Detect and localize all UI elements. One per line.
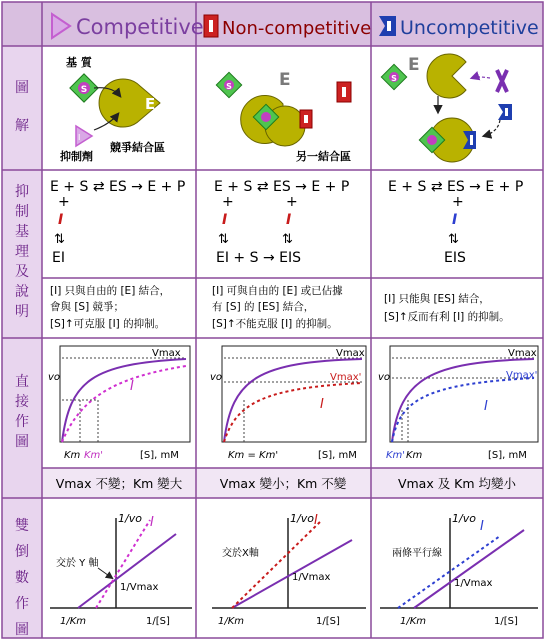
svg-text:+: +: [222, 194, 234, 210]
svg-text:E: E: [408, 55, 420, 75]
svg-text:I: I: [480, 519, 484, 534]
svg-text:EIS: EIS: [444, 250, 466, 266]
svg-text:1/vo: 1/vo: [290, 512, 314, 525]
svg-text:+: +: [452, 194, 464, 210]
svg-text:⇅: ⇅: [282, 232, 293, 247]
svg-text:I: I: [484, 399, 488, 414]
row-label-mechanism: 抑制基理及說明: [15, 184, 29, 320]
svg-text:S: S: [226, 82, 232, 91]
summary-row: [56, 476, 517, 491]
svg-text:有 [S] 的 [ES] 結合，: 有 [S] 的 [ES] 結合，: [212, 301, 315, 313]
svg-text:1/[S]: 1/[S]: [316, 616, 340, 627]
row-label-direct-plot: 直接作圖: [15, 374, 29, 450]
svg-text:1/vo: 1/vo: [452, 512, 476, 525]
site-label: 競爭結合區: [110, 141, 165, 154]
svg-text:I: I: [452, 212, 458, 228]
svg-text:[I] 可與自由的 [E] 或已佔據: [I] 可與自由的 [E] 或已佔據: [212, 285, 343, 297]
svg-text:I: I: [78, 133, 81, 142]
svg-text:1/Km: 1/Km: [60, 616, 87, 627]
svg-text:Vmax 及 Km 均變小: Vmax 及 Km 均變小: [397, 476, 517, 491]
svg-text:Km: Km: [64, 450, 81, 461]
svg-text:Vmax': Vmax': [330, 372, 362, 383]
svg-text:I: I: [314, 513, 318, 528]
svg-text:[S], mM: [S], mM: [488, 450, 527, 461]
header-title-competitive: Competitive: [76, 15, 204, 39]
row-label-diagram: 圖解: [15, 80, 29, 134]
header-title-noncompetitive: Non-competitive: [222, 18, 372, 39]
reciprocal-note: 交於X軸: [222, 548, 259, 559]
svg-text:E: E: [145, 95, 156, 113]
svg-text:會與 [S] 競爭；: 會與 [S] 競爭；: [50, 301, 125, 313]
svg-text:Vmax': Vmax': [506, 370, 538, 381]
substrate-label: 基 質: [66, 56, 92, 69]
svg-text:Vmax: Vmax: [508, 348, 537, 359]
svg-text:I: I: [150, 515, 154, 530]
svg-text:1/vo: 1/vo: [118, 512, 142, 525]
svg-text:1/Km: 1/Km: [218, 616, 245, 627]
svg-text:⇅: ⇅: [448, 232, 459, 247]
header-title-uncompetitive: Uncompetitive: [400, 17, 539, 39]
inhibitor-label: 抑制劑: [60, 150, 93, 163]
site-label: 另一結合區: [296, 150, 351, 163]
svg-text:E + S ⇄ ES → E + P: E + S ⇄ ES → E + P: [388, 179, 524, 195]
row-label-reciprocal-plot: 雙倒數作圖: [15, 518, 29, 638]
svg-text:兩條平行線: 兩條平行線: [392, 548, 442, 559]
svg-text:Vmax 不變；Km 變大: Vmax 不變；Km 變大: [55, 476, 183, 491]
svg-text:[S]↑不能克服 [I] 的抑制。: [S]↑不能克服 [I] 的抑制。: [212, 318, 338, 330]
svg-text:Km': Km': [386, 450, 406, 461]
svg-text:1/Vmax: 1/Vmax: [120, 582, 159, 593]
svg-text:S: S: [80, 85, 88, 95]
svg-text:[S]↑反而有利 [I] 的抑制。: [S]↑反而有利 [I] 的抑制。: [384, 311, 510, 323]
svg-text:⇅: ⇅: [218, 232, 229, 247]
svg-text:[S], mM: [S], mM: [140, 450, 179, 461]
svg-text:1/[S]: 1/[S]: [494, 616, 518, 627]
svg-text:E: E: [279, 70, 291, 90]
svg-text:vo: vo: [210, 372, 223, 383]
svg-text:⇅: ⇅: [54, 232, 65, 247]
svg-text:1/Km: 1/Km: [400, 616, 427, 627]
header-uncompetitive: [379, 16, 539, 39]
svg-text:+: +: [286, 194, 298, 210]
svg-text:1/Vmax: 1/Vmax: [454, 578, 493, 589]
svg-text:S: S: [391, 74, 397, 83]
svg-text:E + S ⇄ ES → E + P: E + S ⇄ ES → E + P: [50, 179, 186, 195]
svg-text:EI + S → EIS: EI + S → EIS: [216, 250, 301, 266]
svg-text:Km = Km': Km = Km': [228, 450, 279, 461]
svg-text:交於 Y 軸: 交於 Y 軸: [56, 558, 99, 569]
svg-text:[I] 只能與 [ES] 結合，: [I] 只能與 [ES] 結合，: [384, 293, 490, 305]
svg-text:+: +: [58, 194, 70, 210]
svg-text:[I] 只與自由的 [E] 結合，: [I] 只與自由的 [E] 結合，: [50, 285, 171, 297]
svg-text:Vmax 變小；Km 不變: Vmax 變小；Km 不變: [219, 476, 347, 491]
svg-text:1/[S]: 1/[S]: [146, 616, 170, 627]
svg-text:Vmax: Vmax: [336, 348, 365, 359]
svg-text:I: I: [58, 212, 64, 228]
svg-text:I: I: [320, 397, 324, 412]
svg-text:EI: EI: [52, 250, 65, 266]
svg-text:E + S ⇄ ES → E + P: E + S ⇄ ES → E + P: [214, 179, 350, 195]
svg-text:1/Vmax: 1/Vmax: [292, 572, 331, 583]
svg-text:Km: Km: [406, 450, 423, 461]
svg-text:I: I: [286, 212, 292, 228]
svg-text:Vmax: Vmax: [152, 348, 181, 359]
header-noncompetitive: [204, 15, 371, 39]
svg-text:[S]↑可克服 [I] 的抑制。: [S]↑可克服 [I] 的抑制。: [50, 318, 166, 330]
svg-text:vo: vo: [48, 372, 61, 383]
svg-text:vo: vo: [378, 372, 391, 383]
svg-text:Km': Km': [84, 450, 104, 461]
svg-text:[S], mM: [S], mM: [318, 450, 357, 461]
svg-text:I: I: [130, 379, 134, 394]
svg-text:I: I: [222, 212, 228, 228]
